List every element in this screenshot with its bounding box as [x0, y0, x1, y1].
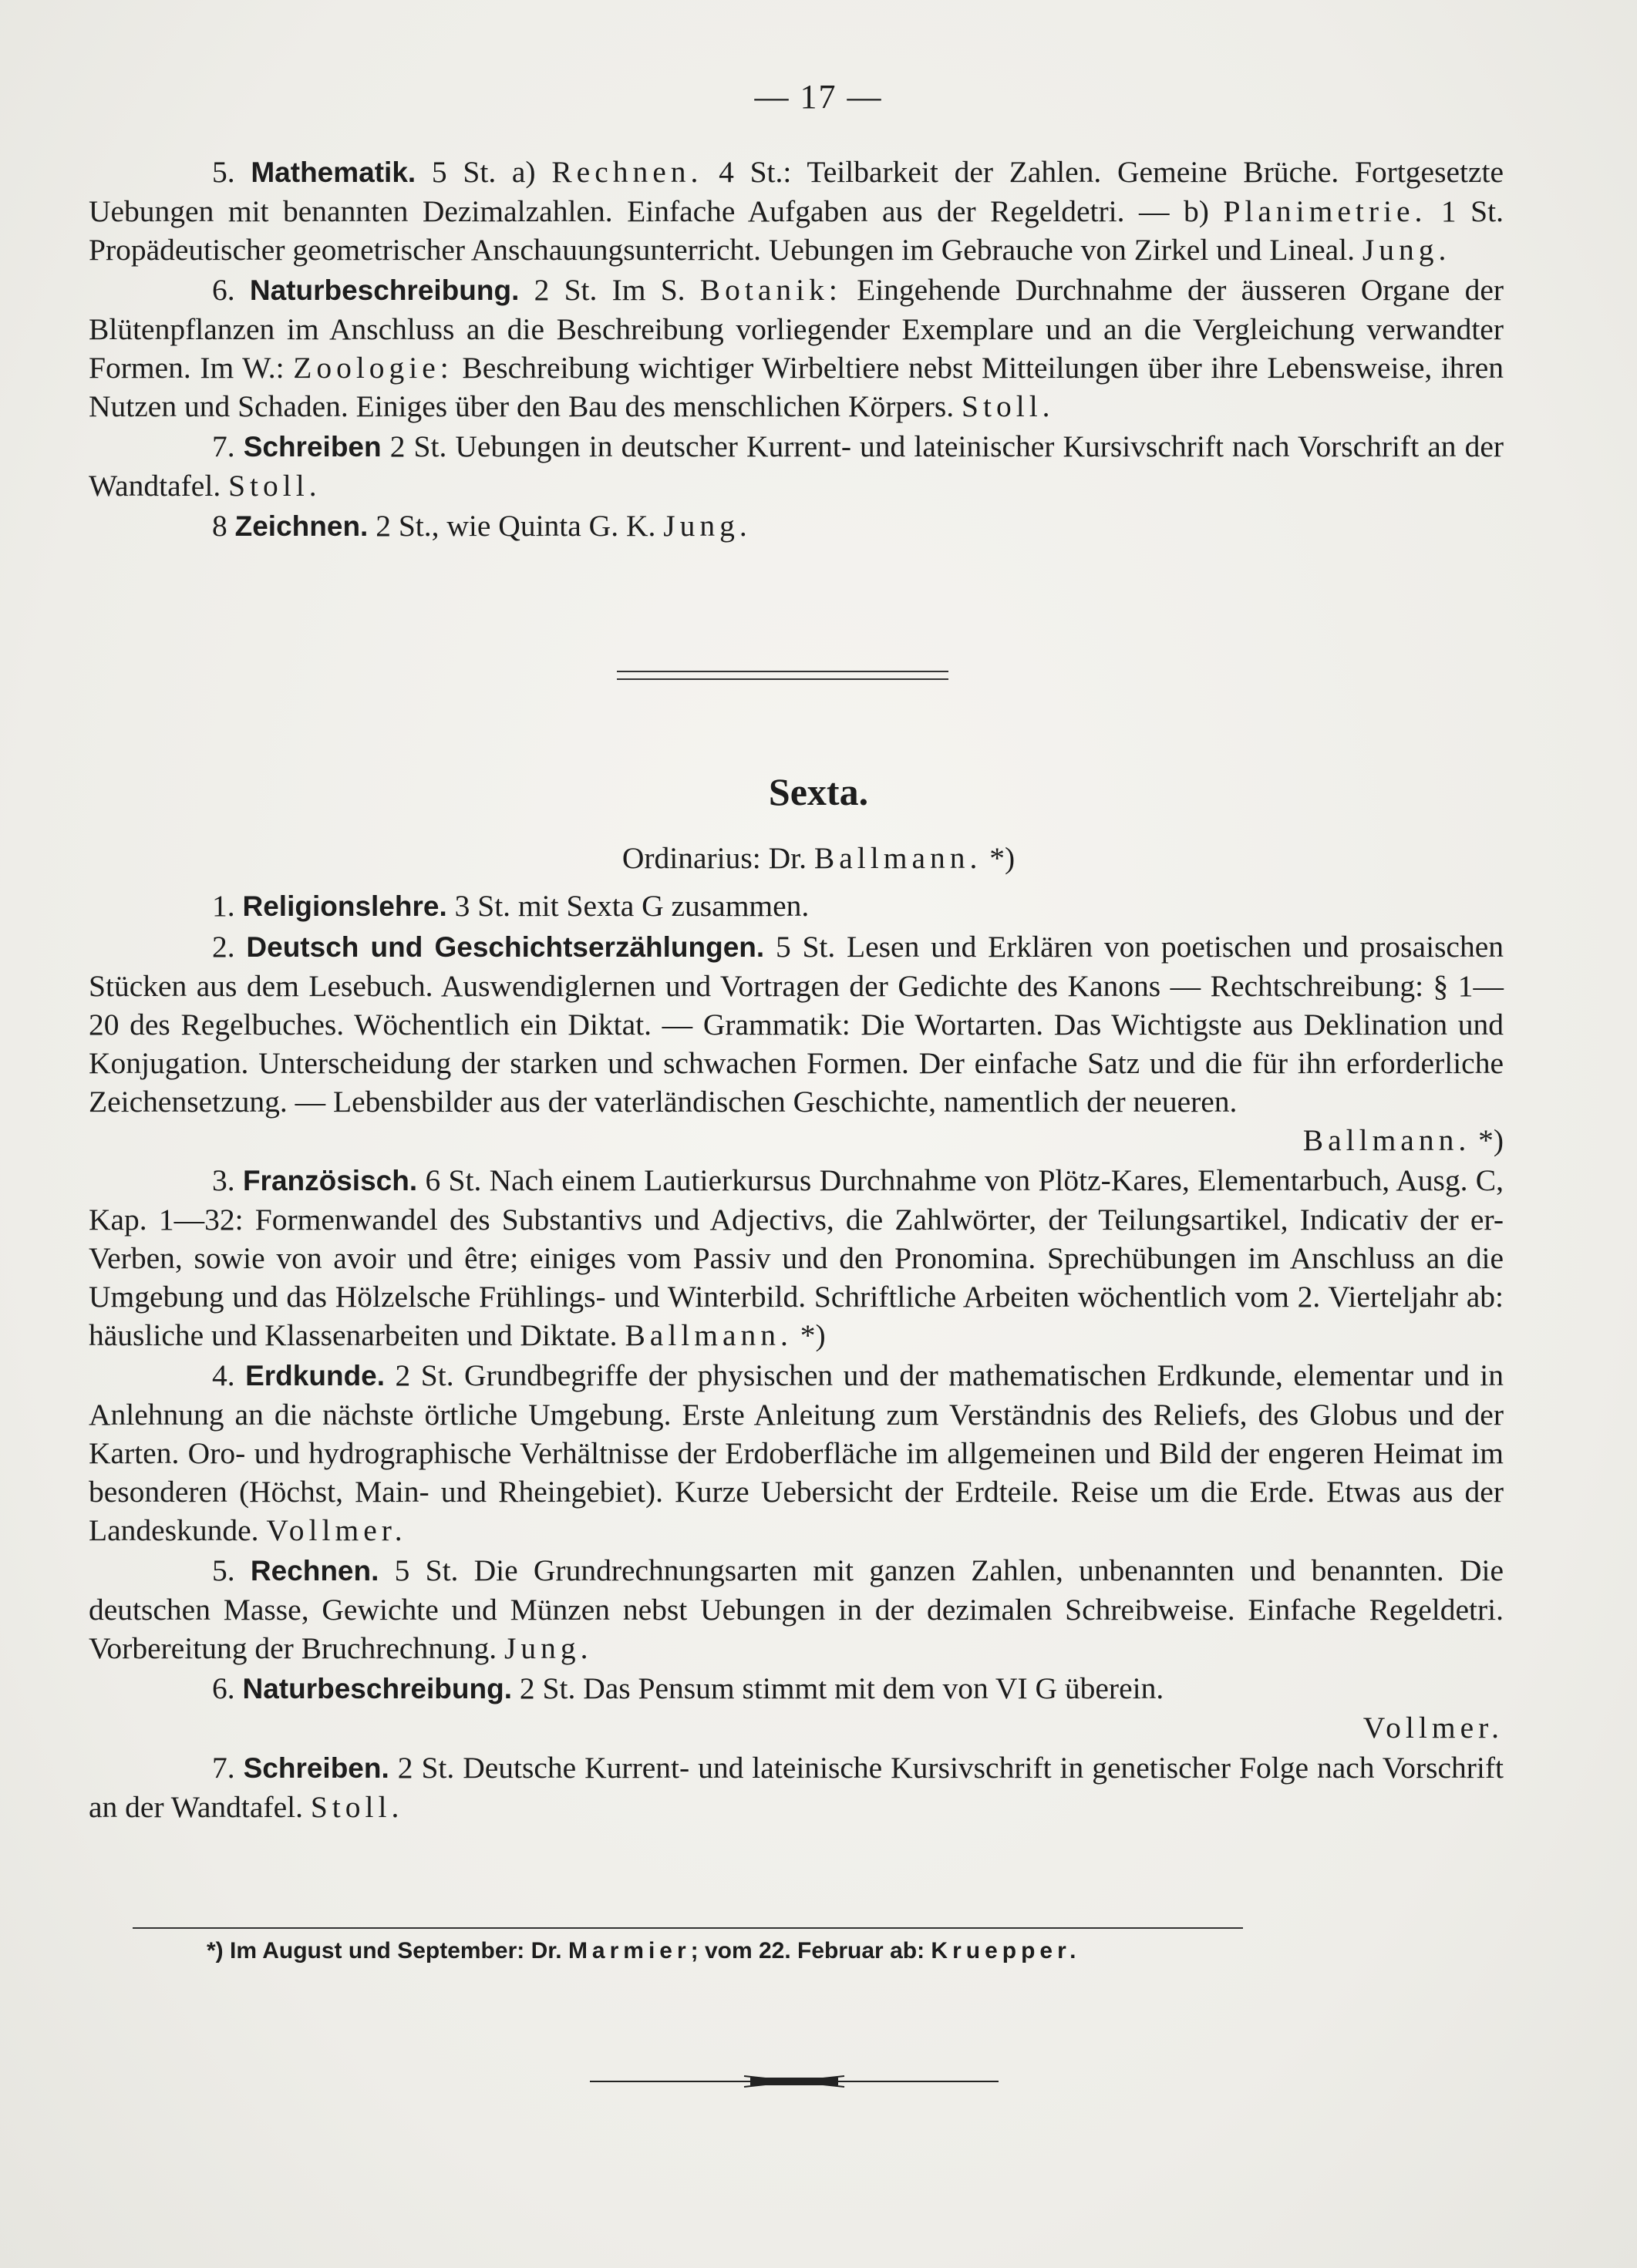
spaced-emphasis: Stoll. [962, 389, 1055, 423]
spaced-emphasis: Rechnen. [551, 155, 703, 189]
subject-title: Deutsch und Geschichtserzählungen. [246, 931, 765, 963]
subject-title: Schreiben [243, 431, 382, 463]
subject-entry: 2. Deutsch und Geschichtserzählungen. 5 St. Lesen und Erklären von poetischen und prosaischen Stücken aus dem Lesebuch. Auswendiglernen und Vortragen der Gedichte des Kanons — Rechtschreibung: § 1—20 des Regelbuches. Wöchentlich ein Diktat. — Grammatik: Die Wortarten. Das Wichtigste aus Deklination und Konjugation. Unterscheidung der starken und schwachen Formen. Der einfache Satz und die für ihn erforderliche Zeichensetzung. — Lebensbilder aus der vaterländischen Geschichte, namentlich der neueren. Ballmann. *) [89, 927, 1504, 1159]
end-ornament [590, 2074, 999, 2089]
spaced-emphasis: Jung. [663, 509, 752, 543]
footnote: *) Im August und September: Dr. Marmier; vom 22. Februar ab: Kruepper. [207, 1938, 1081, 1963]
subject-title: Rechnen. [250, 1555, 379, 1587]
spaced-emphasis: Stoll. [228, 469, 322, 503]
subject-title: Zeichnen. [234, 510, 369, 542]
teacher-signature: Ballmann. *) [1302, 1123, 1504, 1157]
subject-entry: 6. Naturbeschreibung. 2 St. Im S. Botanik: Eingehende Durchnahme der äusseren Organe der Blütenpflanzen im Anschluss an die Beschreibung vorliegender Exemplare und an die Vergleichung verwandter Formen. Im W.: Zoologie: Beschreibung wichtiger Wirbeltiere nebst Mitteilungen über ihre Lebensweise, ihren Nutzen und Schaden. Einiges über den Bau des menschlichen Körpers. Stoll. [89, 273, 1504, 423]
subject-title: Mathematik. [251, 156, 416, 188]
spaced-emphasis: Stoll. [310, 1790, 404, 1824]
sexta-subjects-list [89, 887, 1504, 1828]
subject-title: Erdkunde. [245, 1360, 386, 1391]
subject-entry: 6. Naturbeschreibung. 2 St. Das Pensum stimmt mit dem von VI G überein. Vollmer. [89, 1669, 1504, 1747]
spaced-emphasis: Marmier [568, 1938, 691, 1963]
subject-entry: 8 Zeichnen. 2 St., wie Quinta G. K. Jung. [212, 509, 752, 543]
ordinarius-line: Ordinarius: Dr. Ballmann. *) [621, 841, 1016, 875]
subject-entry: 5. Rechnen. 5 St. Die Grundrechnungsarten mit ganzen Zahlen, unbenannten und benannten. Die deutschen Masse, Gewichte und Münzen nebst Uebungen in der dezimalen Schreibweise. Einfache Regeldetri. Vorbereitung der Bruchrechnung. Jung. [89, 1553, 1504, 1665]
subject-title: Religionslehre. [242, 890, 447, 922]
subject-title: Naturbeschreibung. [242, 1673, 512, 1704]
spaced-emphasis: Ballmann. [1302, 1123, 1471, 1157]
spaced-emphasis: Zoologie: [293, 351, 453, 385]
spaced-emphasis: Planimetrie. [1223, 194, 1427, 228]
footnote-rule [133, 1927, 1243, 1929]
subject-entry: 4. Erdkunde. 2 St. Grundbegriffe der physischen und der mathematischen Erdkunde, elementar und in Anlehnung an die nächste örtliche Umgebung. Erste Anleitung zum Verständnis des Reliefs, des Globus und der Karten. Oro- und hydrographische Verhältnisse der Erdoberfläche im allgemeinen und Bild der engeren Heimat im besonderen (Höchst, Main- und Rheingebiet). Kurze Uebersicht der Erdteile. Reise um die Erde. Etwas aus der Landeskunde. Vollmer. [89, 1358, 1504, 1547]
spaced-emphasis: Botanik: [699, 273, 842, 307]
subject-entry: 1. Religionslehre. 3 St. mit Sexta G zusammen. [212, 889, 810, 923]
spaced-emphasis: Ballmann. [625, 1318, 793, 1352]
subject-title: Naturbeschreibung. [249, 274, 520, 306]
spaced-emphasis: Vollmer. [1362, 1711, 1504, 1745]
class-heading: Sexta. [768, 770, 869, 813]
spaced-emphasis: Jung. [1362, 233, 1451, 267]
spaced-emphasis: Kruepper. [931, 1938, 1081, 1963]
subject-entry: 3. Französisch. 6 St. Nach einem Lautierkursus Durchnahme von Plötz-Kares, Elementarbuch, Ausg. C, Kap. 1—32: Formenwandel des Substantivs und Adjectivs, die Zahlwörter, der Teilungsartikel, Indicativ der er-Verben, sowie von avoir und être; einiges vom Passiv und den Pronomina. Sprechübungen im Anschluss an die Umgebung und das Hölzelsche Frühlings- und Winterbild. Schriftliche Arbeiten wöchentlich vom 2. Vierteljahr ab: häusliche und Klassenarbeiten und Diktate. Ballmann. *) [89, 1163, 1504, 1352]
subject-title: Französisch. [242, 1165, 418, 1196]
spaced-emphasis: Ballmann. [813, 841, 982, 875]
subjects-list-continued [89, 153, 1504, 547]
spaced-emphasis: Vollmer. [266, 1513, 407, 1547]
subject-entry: 7. Schreiben 2 St. Uebungen in deutscher Kurrent- und lateinischer Kursivschrift nach Vorschrift an der Wandtafel. Stoll. [89, 429, 1504, 503]
subject-title: Schreiben. [243, 1752, 389, 1784]
subject-entry: 5. Mathematik. 5 St. a) Rechnen. 4 St.: Teilbarkeit der Zahlen. Gemeine Brüche. Fortgesetzte Uebungen mit benannten Dezimalzahlen. Einfache Aufgaben aus der Regeldetri. — b) Planimetrie. 1 St. Propädeutischer geometrischer Anschauungsunterricht. Uebungen im Gebrauche von Zirkel und Lineal. Jung. [89, 155, 1504, 267]
spaced-emphasis: Jung. [504, 1631, 593, 1665]
section-divider [617, 671, 948, 680]
subject-entry: 7. Schreiben. 2 St. Deutsche Kurrent- und lateinische Kursivschrift in genetischer Folge nach Vorschrift an der Wandtafel. Stoll. [89, 1751, 1504, 1824]
page-number: — 17 — [754, 78, 883, 116]
teacher-signature [89, 1708, 1504, 1747]
